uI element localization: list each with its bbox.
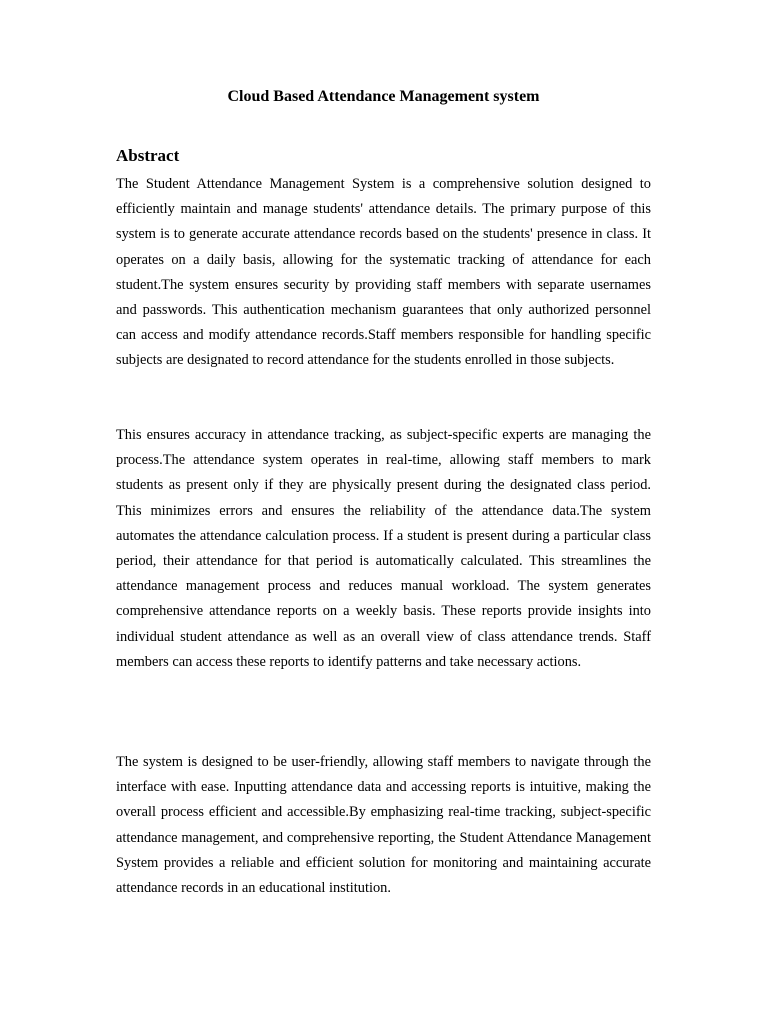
abstract-paragraph-3: The system is designed to be user-friendly, allowing staff members to navigate through the interface with ease. Inputting attendance data and accessing reports is intuitive, making the overall process efficient and accessible.By emphasizing real-time tracking, subject-specific attendance management, and comprehensive reporting, the Student Attendance Management System provides a reliable and efficient solution for monitoring and maintaining accurate attendance records in an educational institution.	[116, 754, 651, 897]
abstract-heading: Abstract	[116, 146, 180, 165]
abstract-paragraph-2: This ensures accuracy in attendance tracking, as subject-specific experts are managing the process.The attendance system operates in real-time, allowing staff members to mark students as present only if they are physically present during the designated class period. This minimizes errors and ensures the reliability of the attendance data.The system automates the attendance calculation process. If a student is present during a particular class period, their attendance for that period is automatically calculated. This streamlines the attendance management process and reduces manual workload. The system generates comprehensive attendance reports on a weekly basis. These reports provide insights into individual student attendance as well as an overall view of class attendance trends. Staff members can access these reports to identify patterns and take necessary actions.	[116, 427, 651, 670]
abstract-paragraph-1: The Student Attendance Management System is a comprehensive solution designed to efficiently maintain and manage students' attendance details. The primary purpose of this system is to generate accurate attendance records based on the students' presence in class. It operates on a daily basis, allowing for the systematic tracking of attendance for each student.The system ensures security by providing staff members with separate usernames and passwords. This authentication mechanism guarantees that only authorized personnel can access and modify attendance records.Staff members responsible for handling specific subjects are designated to record attendance for the students enrolled in those subjects.	[116, 176, 651, 369]
document-title: Cloud Based Attendance Management system	[227, 88, 540, 105]
